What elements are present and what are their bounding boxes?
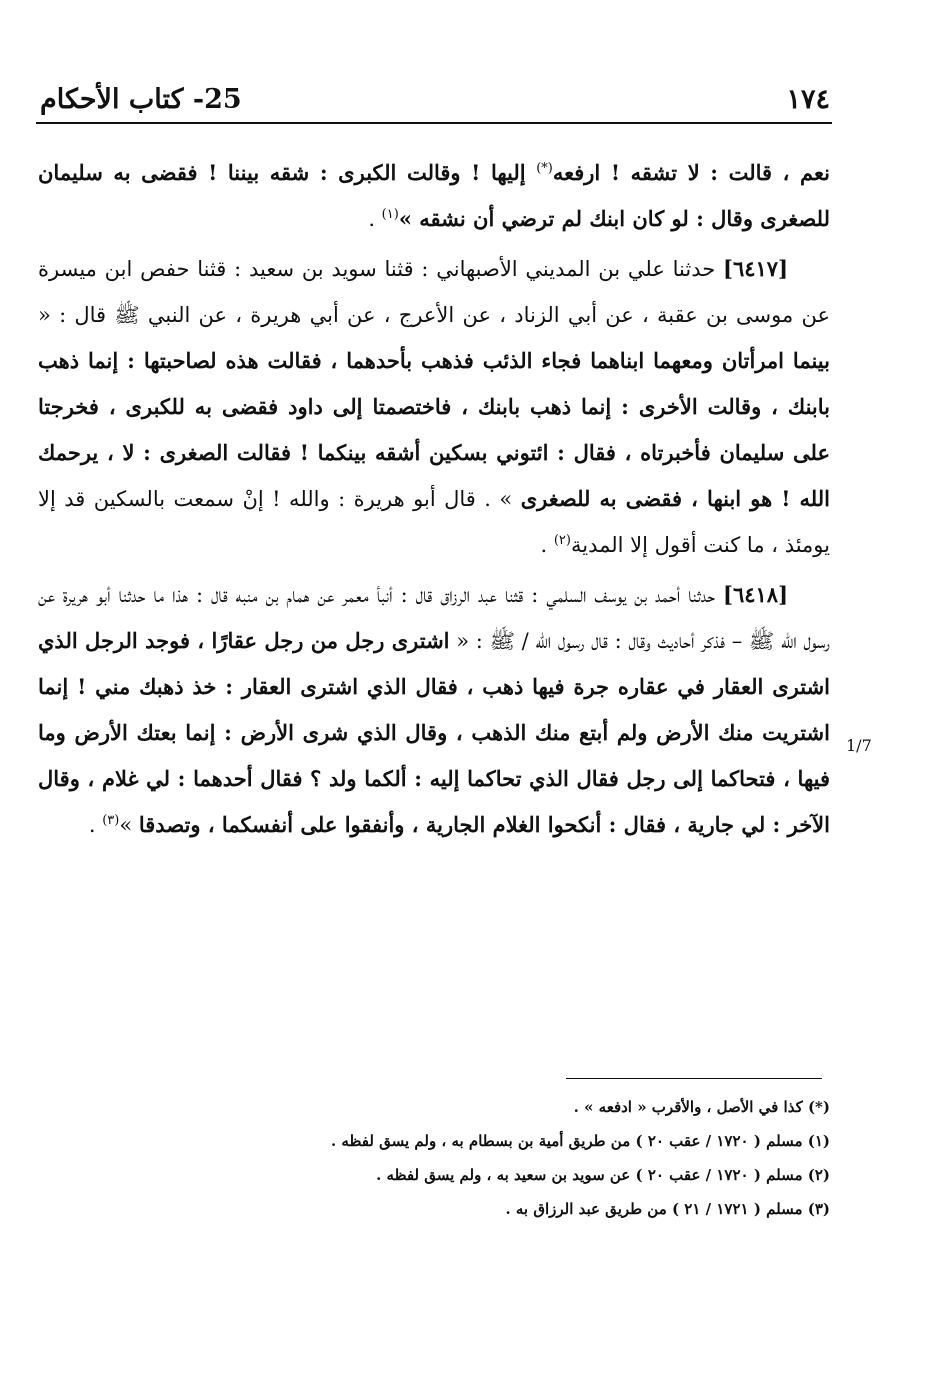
paragraph-continuation: [38, 150, 830, 242]
chapter-title: 25- كتاب الأحكام: [40, 84, 242, 115]
text-segment: .: [368, 207, 382, 231]
isnad-text: حدثنا علي بن المديني الأصبهاني : قثنا سويد بن سعيد : قثنا حفص ابن ميسرة عن موسى بن عقبة ، عن أبي الزناد ، عن الأعرج ، عن أبي هريرة ، عن النبي ﷺ قال : «: [38, 257, 830, 327]
text-segment: نعم ، قالت : لا تشقه ! ارفعه: [552, 160, 830, 185]
footnotes: [200, 1090, 830, 1226]
footnote-rule: [566, 1078, 822, 1079]
matn-text: اشترى رجل من رجل عقارًا ، فوجد الرجل الذي اشترى العقار في عقاره جرة فيها ذهب ، فقال الذي اشترى العقار : خذ ذهبك مني ! إنما اشتريت منك الأرض ولم أبتع منك الذهب ، وقال الذي شرى الأرض : إنما بعتك الأرض وما فيها ، فتحاكما إلى رجل فقال الذي تحاكما إليه : ألكما ولد ؟ فقال أحدهما : لي غلام ، وقال الآخر : لي جارية ، فقال : أنكحوا الغلام الجارية ، وأنفقوا على أنفسكما ، وتصدقا: [38, 628, 830, 837]
footnote-ref: (٣): [102, 813, 120, 828]
footnote-ref: (*): [536, 161, 553, 176]
after-text: »: [119, 813, 139, 837]
footnote-item: (٢) مسلم ( ١٧٢٠ / عقب ٢٠ ) عن سويد بن سعيد به ، ولم يسق لفظه .: [376, 1166, 830, 1184]
isnad-text: حدثنا أحمد بن يوسف السلمي : قثنا عبد الرزاق قال : أنبأ معمر عن همام بن منبه قال : هذا ما حدثنا أبو هريرة عن رسول الله ﷺ – فذكر أحاديث وقال : قال رسول الله / ﷺ : «: [38, 583, 830, 653]
page-header: [40, 80, 830, 120]
footnote-ref: (٢): [553, 533, 571, 548]
footnote-item: (٣) مسلم ( ١٧٢١ / ٢١ ) من طريق عبد الرزاق به .: [505, 1200, 830, 1218]
page-number: ١٧٤: [786, 84, 830, 115]
footnote-item: (١) مسلم ( ١٧٢٠ / عقب ٢٠ ) من طريق أمية بن بسطام به ، ولم يسق لفظه .: [330, 1132, 830, 1150]
text-segment: إليها ! وقالت الكبرى : شقه بيننا ! فقضى به سليمان للصغرى وقال : لو كان ابنك لم ترضي أن نشقه »: [38, 160, 830, 231]
matn-text: بينما امرأتان ومعهما ابناهما فجاء الذئب فذهب بأحدهما ، فقالت هذه لصاحبتها : إنما ذهب بابنك ، وقالت الأخرى : إنما ذهب بابنك ، فاختصمتا إلى داود فقضى به للكبرى ، فخرجتا على سليمان فأخبرتاه ، فقال : ائتوني بسكين أشقه بينكما ! فقالت الصغرى : لا ، يرحمك الله ! هو ابنها ، فقضى به للصغرى: [38, 348, 830, 511]
margin-note: 1/7: [846, 736, 872, 755]
hadith-6417: [38, 246, 830, 568]
footnote-item: (*) كذا في الأصل ، والأقرب « ادفعه » .: [573, 1098, 830, 1116]
main-text: [38, 150, 830, 848]
text-end: .: [88, 813, 103, 837]
header-rule: [36, 122, 832, 124]
text-end: .: [540, 533, 554, 557]
hadith-number: [٦٤١٧]: [723, 256, 788, 281]
hadith-6418: [38, 572, 830, 848]
hadith-number: [٦٤١٨]: [723, 582, 788, 607]
after-text: » . قال أبو هريرة : والله ! إنْ سمعت بالسكين قد إلا يومئذ ، ما كنت أقول إلا المدية: [38, 487, 830, 557]
footnote-ref: (١): [381, 207, 399, 222]
